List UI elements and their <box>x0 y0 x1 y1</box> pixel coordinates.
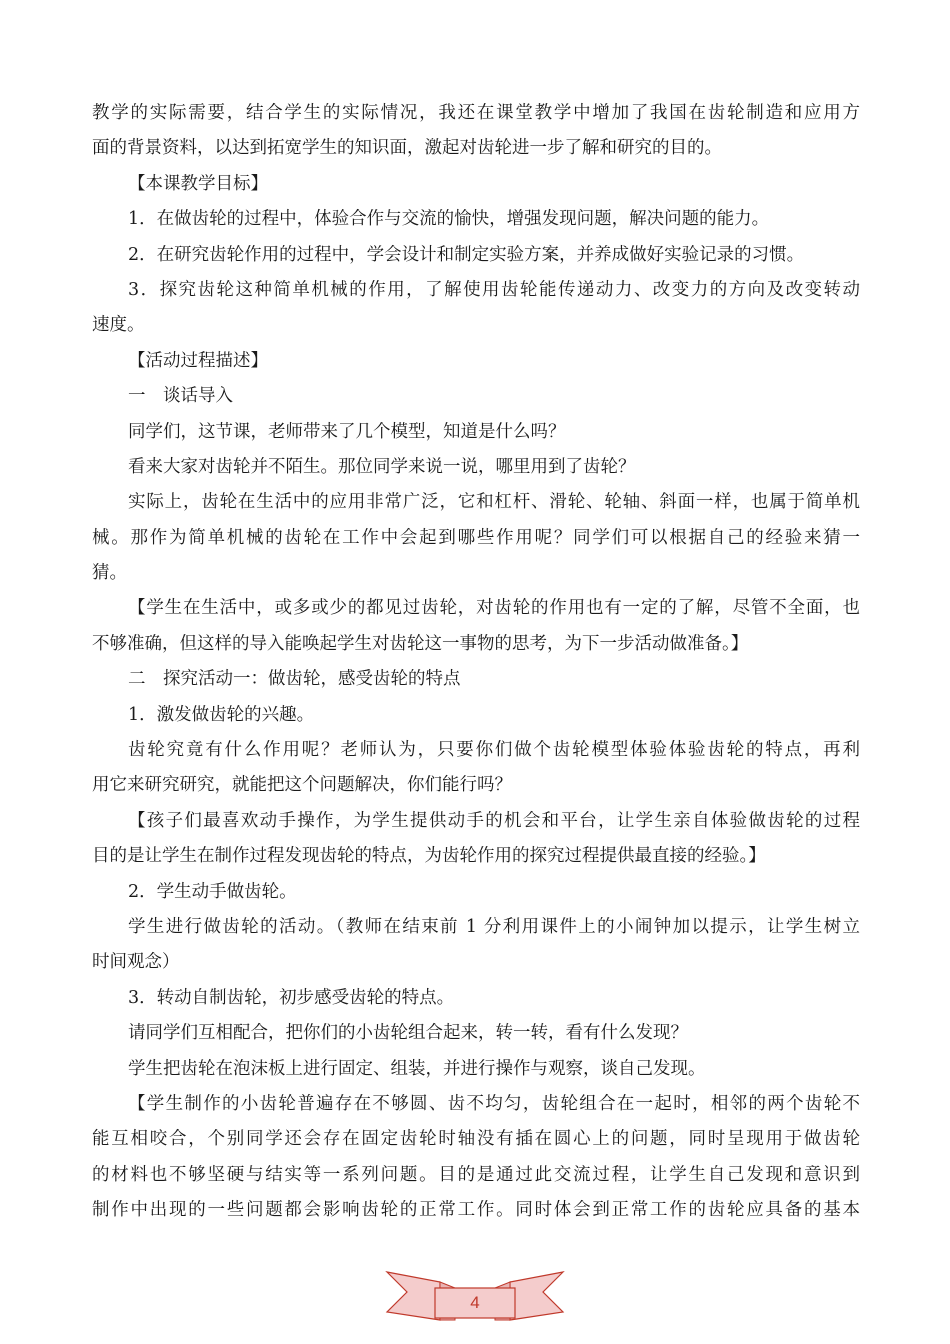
paragraph-line: 同学们，这节课，老师带来了几个模型，知道是什么吗？ <box>128 421 566 442</box>
annotation-line: 目的是让学生在制作过程发现齿轮的特点，为齿轮作用的探究过程提供最直接的经验。】 <box>92 846 766 867</box>
annotation-line: 的材料也不够坚硬与结实等一系列问题。目的是通过此交流过程，让学生自己发现和意识到 <box>92 1164 860 1185</box>
paragraph-line: 看来大家对齿轮并不陌生。那位同学来说一说，哪里用到了齿轮？ <box>128 456 636 477</box>
section-heading: 【活动过程描述】 <box>128 350 268 371</box>
goal-item: 3．探究齿轮这种简单机械的作用，了解使用齿轮能传递动力、改变力的方向及改变转动 <box>128 279 860 300</box>
annotation-line: 【学生制作的小齿轮普遍存在不够圆、齿不均匀，齿轮组合在一起时，相邻的两个齿轮不 <box>128 1093 860 1114</box>
goal-item: 1．在做齿轮的过程中，体验合作与交流的愉快，增强发现问题，解决问题的能力。 <box>128 209 770 230</box>
annotation-line: 制作中出现的一些问题都会影响齿轮的正常工作。同时体会到正常工作的齿轮应具备的基本 <box>92 1200 860 1221</box>
paragraph-line: 学生进行做齿轮的活动。（教师在结束前 1 分利用课件上的小闹钟加以提示，让学生树立 <box>128 916 860 937</box>
subsection-heading: 二 探究活动一：做齿轮，感受齿轮的特点 <box>128 669 461 690</box>
annotation-line: 【孩子们最喜欢动手操作，为学生提供动手的机会和平台，让学生亲自体验做齿轮的过程 <box>128 810 860 831</box>
annotation-line: 【学生在生活中，或多或少的都见过齿轮，对齿轮的作用也有一定的了解，尽管不全面，也 <box>128 598 860 619</box>
step-heading: 2．学生动手做齿轮。 <box>128 881 297 902</box>
paragraph-line: 械。那作为简单机械的齿轮在工作中会起到哪些作用呢？同学们可以根据自己的经验来猜一 <box>92 527 860 548</box>
paragraph-line: 齿轮究竟有什么作用呢？老师认为，只要你们做个齿轮模型体验体验齿轮的特点，再利 <box>128 740 860 761</box>
paragraph-line: 面的背景资料，以达到拓宽学生的知识面，激起对齿轮进一步了解和研究的目的。 <box>92 138 722 159</box>
section-heading: 【本课教学目标】 <box>128 173 268 194</box>
paragraph-line: 时间观念） <box>92 952 180 973</box>
page-number: 4 <box>470 1293 480 1312</box>
step-heading: 3．转动自制齿轮，初步感受齿轮的特点。 <box>128 987 455 1008</box>
paragraph-line: 教学的实际需要，结合学生的实际情况，我还在课堂教学中增加了我国在齿轮制造和应用方 <box>92 103 860 123</box>
paragraph-line: 学生把齿轮在泡沫板上进行固定、组装，并进行操作与观察，谈自己发现。 <box>128 1058 706 1079</box>
paragraph-line: 猜。 <box>92 563 127 584</box>
document-body <box>92 96 860 1229</box>
annotation-line: 能互相咬合，个别同学还会存在固定齿轮时轴没有插在圆心上的问题，同时呈现用于做齿轮 <box>92 1129 860 1150</box>
paragraph-line: 请同学们互相配合，把你们的小齿轮组合起来，转一转，看有什么发现？ <box>128 1023 688 1044</box>
subsection-heading: 一 谈话导入 <box>128 386 233 407</box>
annotation-line: 不够准确，但这样的导入能唤起学生对齿轮这一事物的思考，为下一步活动做准备。】 <box>92 633 749 654</box>
page-footer <box>385 1268 565 1326</box>
goal-item: 2．在研究齿轮作用的过程中，学会设计和制定实验方案，并养成做好实验记录的习惯。 <box>128 244 805 265</box>
paragraph-line: 实际上，齿轮在生活中的应用非常广泛，它和杠杆、滑轮、轮轴、斜面一样，也属于简单机 <box>128 492 860 513</box>
step-heading: 1．激发做齿轮的兴趣。 <box>128 704 315 725</box>
paragraph-line: 用它来研究研究，就能把这个问题解决，你们能行吗？ <box>92 775 512 796</box>
paragraph-line: 速度。 <box>92 315 145 336</box>
